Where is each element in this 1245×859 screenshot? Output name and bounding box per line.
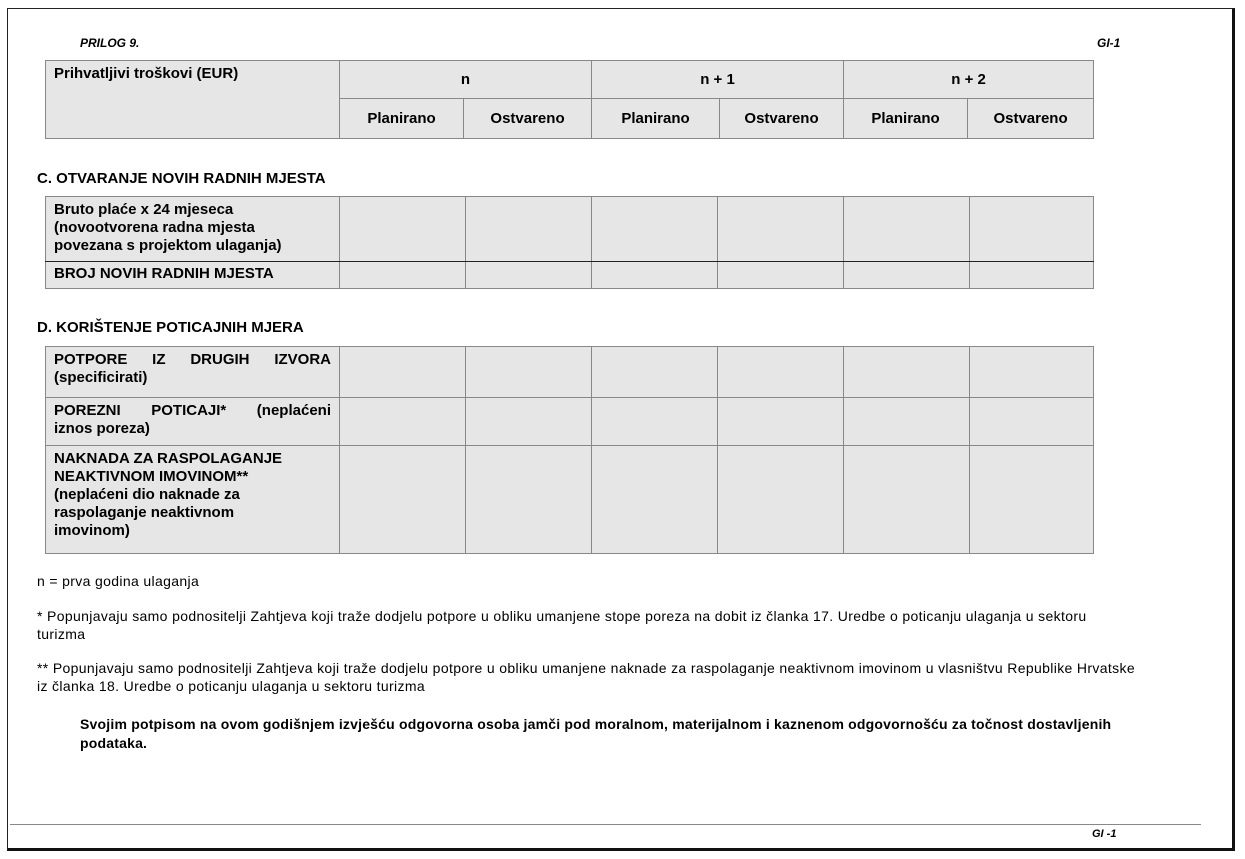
input-cell[interactable] [970,197,1094,262]
input-cell[interactable] [466,197,592,262]
input-cell[interactable] [718,262,844,289]
input-cell[interactable] [718,446,844,554]
incentives-table [45,346,1094,554]
input-cell[interactable] [340,262,466,289]
note-n-definition: n = prva godina ulaganja [37,573,200,589]
eligible-costs-table [45,60,1094,139]
declaration-line: Svojim potpisom na ovom godišnjem izvješću odgovorna osoba jamči pod moralnom, materijalnom i kaznenom odgovornošću za točnost dostavljenih [80,716,1112,732]
table-row [46,197,1094,262]
label-line: (neplaćeni dio naknade za [54,486,240,503]
input-cell[interactable] [340,347,466,398]
form-code: GI-1 [1097,36,1121,50]
annex-label: PRILOG 9. [80,36,140,50]
input-cell[interactable] [970,398,1094,446]
input-cell[interactable] [466,446,592,554]
label-line: povezana s projektom ulaganja) [54,237,282,254]
label-line: imovinom) [54,522,130,539]
input-cell[interactable] [970,347,1094,398]
subheader-actual: Ostvareno [968,99,1094,139]
input-cell[interactable] [718,398,844,446]
footnote-line: * Popunjavaju samo podnositelji Zahtjeva koji traže dodjelu potpore u obliku umanjene stope poreza na dobit iz članka 17. Uredbe o poticanju ulaganja u sektoru [37,608,1087,624]
input-cell[interactable] [592,398,718,446]
input-cell[interactable] [340,446,466,554]
label-line: iznos poreza) [54,420,150,437]
label-line: POTPORE IZ DRUGIH IZVORA [54,351,331,368]
footnote-single-star [37,607,1087,643]
row-label-gross-salaries [46,197,340,262]
input-cell[interactable] [718,197,844,262]
label-line: NAKNADA ZA RASPOLAGANJE [54,450,283,467]
year-header-n: n [340,61,592,99]
year-header-n2: n + 2 [844,61,1094,99]
subheader-planned: Planirano [592,99,720,139]
new-jobs-table [45,196,1094,289]
label-line: NEAKTIVNOM IMOVINOM** [54,468,249,485]
footnote-line: turizma [37,626,86,642]
table-row [46,446,1094,554]
costs-label: Prihvatljivi troškovi (EUR) [46,61,340,139]
label-line: Bruto plaće x 24 mjeseca [54,201,234,218]
input-cell[interactable] [592,347,718,398]
row-label-other-support [46,347,340,398]
input-cell[interactable] [970,446,1094,554]
label-line: POREZNI POTICAJI* (neplaćeni [54,402,331,419]
input-cell[interactable] [592,197,718,262]
section-d-title: D. KORIŠTENJE POTICAJNIH MJERA [37,319,304,336]
row-label-new-jobs [46,262,340,289]
table-row [46,398,1094,446]
row-label-tax-incentives [46,398,340,446]
label-line: (specificirati) [54,369,148,386]
year-header-n1: n + 1 [592,61,844,99]
footnote-line: iz članka 18. Uredbe o poticanju ulaganja u sektoru turizma [37,678,425,694]
table-row [46,262,1094,289]
input-cell[interactable] [844,446,970,554]
section-c-title: C. OTVARANJE NOVIH RADNIH MJESTA [37,170,326,187]
input-cell[interactable] [970,262,1094,289]
footnote-line: ** Popunjavaju samo podnositelji Zahtjeva koji traže dodjelu potpore u obliku umanjene naknade za raspolaganje neaktivnom imovinom u vlasništvu Republike Hrvatske [37,660,1135,676]
subheader-planned: Planirano [340,99,464,139]
subheader-actual: Ostvareno [720,99,844,139]
input-cell[interactable] [340,197,466,262]
subheader-actual: Ostvareno [464,99,592,139]
footer-form-code: GI -1 [1092,828,1117,840]
row-label-inactive-assets-fee [46,446,340,554]
input-cell[interactable] [592,262,718,289]
declaration-text [80,715,1111,753]
label-line: BROJ NOVIH RADNIH MJESTA [54,265,274,282]
input-cell[interactable] [466,262,592,289]
label-line: (novootvorena radna mjesta [54,219,255,236]
table-row [46,347,1094,398]
input-cell[interactable] [844,398,970,446]
input-cell[interactable] [844,347,970,398]
input-cell[interactable] [844,262,970,289]
input-cell[interactable] [466,398,592,446]
input-cell[interactable] [340,398,466,446]
declaration-line: podataka. [80,735,148,751]
footnote-double-star [37,659,1135,695]
input-cell[interactable] [592,446,718,554]
subheader-planned: Planirano [844,99,968,139]
input-cell[interactable] [718,347,844,398]
footer-divider [10,824,1201,825]
input-cell[interactable] [844,197,970,262]
label-line: raspolaganje neaktivnom [54,504,235,521]
input-cell[interactable] [466,347,592,398]
